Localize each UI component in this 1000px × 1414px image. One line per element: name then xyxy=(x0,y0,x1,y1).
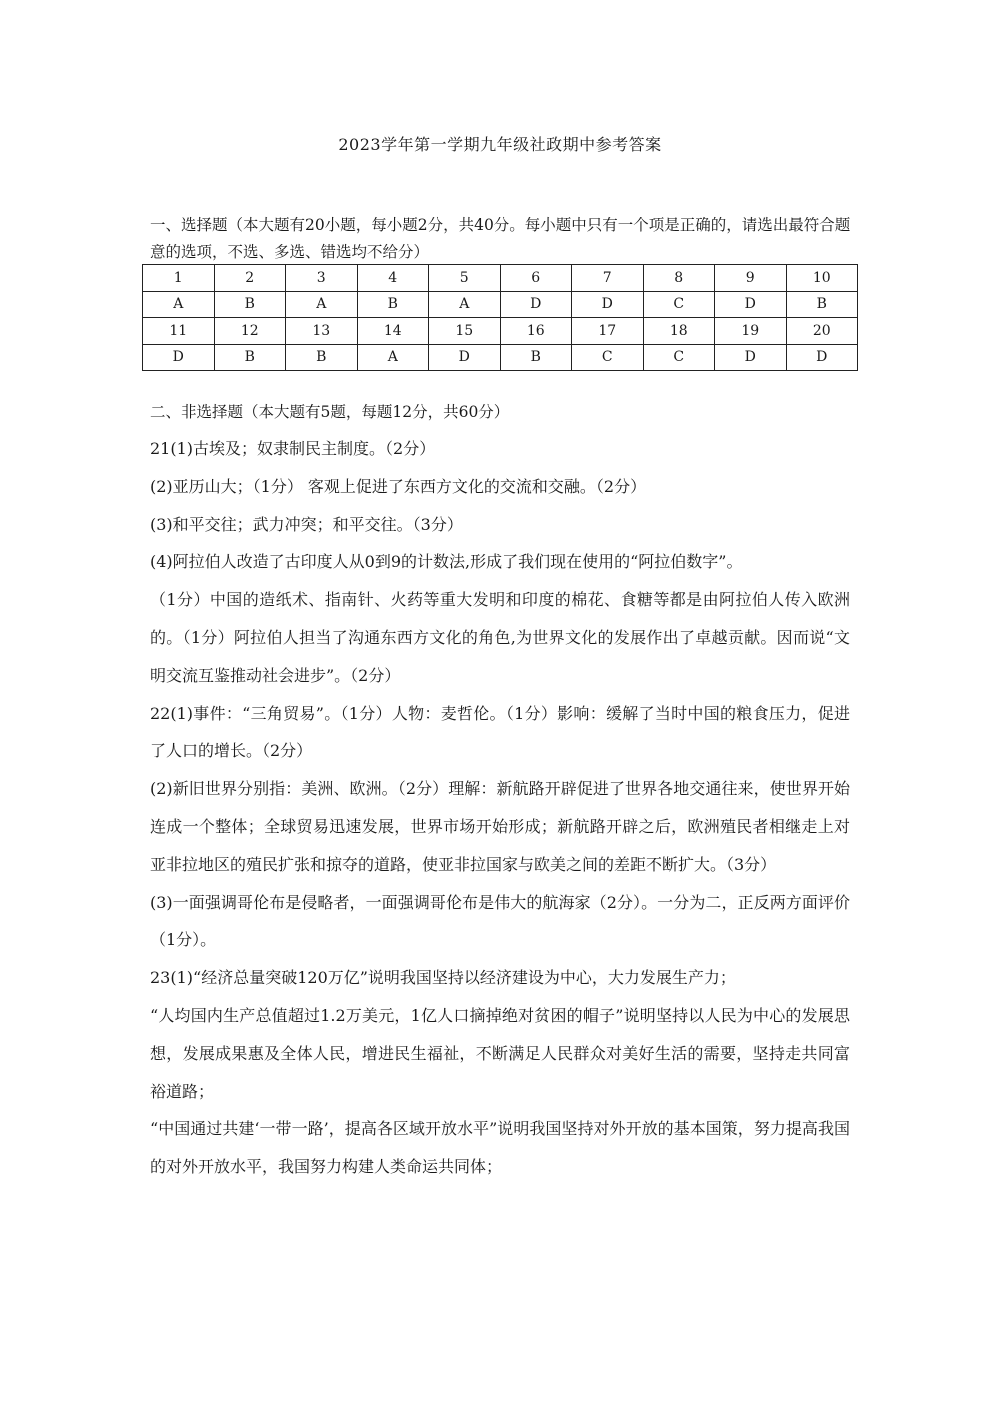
answer-paragraph: (2)亚历山大；（1分） 客观上促进了东西方文化的交流和交融。（2分） xyxy=(150,476,647,496)
table-cell: B xyxy=(214,344,286,371)
table-cell: 8 xyxy=(643,265,715,292)
table-cell: 13 xyxy=(286,318,358,345)
table-cell: B xyxy=(357,291,429,318)
table-cell: A xyxy=(286,291,358,318)
answer-paragraph: 22(1)事件：“三角贸易”。（1分）人物：麦哲伦。（1分）影响：缓解了当时中国的粮食压力，促进了人口的增长。（2分） xyxy=(150,703,850,761)
table-row-answers xyxy=(143,344,858,371)
table-cell: 3 xyxy=(286,265,358,292)
table-cell: 12 xyxy=(214,318,286,345)
answer-paragraph: (4)阿拉伯人改造了古印度人从0到9的计数法,形成了我们现在使用的“阿拉伯数字”。 xyxy=(150,552,743,572)
table-cell: D xyxy=(572,291,644,318)
answer-body xyxy=(150,430,850,1186)
table-cell: 10 xyxy=(786,265,858,292)
answer-paragraph: “人均国内生产总值超过1.2万美元，1亿人口摘掉绝对贫困的帽子”说明坚持以人民为中心的发展思想，发展成果惠及全体人民，增进民生福祉，不断满足人民群众对美好生活的需要，坚持走共同富裕道路； xyxy=(150,1005,850,1101)
table-cell: 7 xyxy=(572,265,644,292)
table-cell: 9 xyxy=(715,265,787,292)
table-cell: B xyxy=(214,291,286,318)
table-cell: D xyxy=(429,344,501,371)
table-cell: B xyxy=(500,344,572,371)
section2-heading: 二、非选择题（本大题有5题，每题12分，共60分） xyxy=(150,403,510,421)
answer-paragraph: (3)一面强调哥伦布是侵略者，一面强调哥伦布是伟大的航海家（2分）。一分为二，正反两方面评价（1分）。 xyxy=(150,892,850,950)
table-cell: 17 xyxy=(572,318,644,345)
table-cell: 16 xyxy=(500,318,572,345)
table-cell: 1 xyxy=(143,265,215,292)
table-cell: A xyxy=(143,291,215,318)
table-cell: C xyxy=(643,344,715,371)
answer-paragraph: 21(1)古埃及；奴隶制民主制度。（2分） xyxy=(150,439,436,458)
table-cell: D xyxy=(715,291,787,318)
table-cell: C xyxy=(643,291,715,318)
table-cell: 15 xyxy=(429,318,501,345)
answer-paragraph: （1分）中国的造纸术、指南针、火药等重大发明和印度的棉花、食糖等都是由阿拉伯人传入欧洲的。（1分）阿拉伯人担当了沟通东西方文化的角色,为世界文化的发展作出了卓越贡献。因而说“文明交流互鉴推动社会进步”。（2分） xyxy=(150,590,850,685)
table-cell: D xyxy=(715,344,787,371)
answer-paragraph: (2)新旧世界分别指：美洲、欧洲。（2分）理解：新航路开辟促进了世界各地交通往来，使世界开始连成一个整体；全球贸易迅速发展，世界市场开始形成；新航路开辟之后，欧洲殖民者相继走上对亚非拉地区的殖民扩张和掠夺的道路，使亚非拉国家与欧美之间的差距不断扩大。（3分） xyxy=(150,779,850,874)
table-cell: D xyxy=(143,344,215,371)
answer-paragraph: 23(1)“经济总量突破120万亿”说明我国坚持以经济建设为中心，大力发展生产力； xyxy=(150,968,736,988)
table-cell: 18 xyxy=(643,318,715,345)
table-cell: 5 xyxy=(429,265,501,292)
table-cell: A xyxy=(429,291,501,318)
table-cell: 6 xyxy=(500,265,572,292)
table-row-question-numbers xyxy=(143,265,858,292)
table-cell: C xyxy=(572,344,644,371)
table-cell: D xyxy=(500,291,572,318)
table-row-question-numbers xyxy=(143,318,858,345)
answer-paragraph: “中国通过共建‘一带一路’，提高各区域开放水平”说明我国坚持对外开放的基本国策，努力提高我国的对外开放水平，我国努力构建人类命运共同体； xyxy=(150,1119,850,1177)
table-cell: D xyxy=(786,344,858,371)
table-cell: 11 xyxy=(143,318,215,345)
table-cell: 14 xyxy=(357,318,429,345)
table-cell: 20 xyxy=(786,318,858,345)
table-cell: 19 xyxy=(715,318,787,345)
answer-table xyxy=(142,264,858,371)
table-row-answers xyxy=(143,291,858,318)
table-cell: A xyxy=(357,344,429,371)
section1-heading: 一、选择题（本大题有20小题，每小题2分，共40分。每小题中只有一个项是正确的，请选出最符合题意的选项，不选、多选、错选均不给分） xyxy=(150,216,851,261)
answer-paragraph: (3)和平交往；武力冲突；和平交往。（3分） xyxy=(150,514,463,534)
table-cell: B xyxy=(786,291,858,318)
table-cell: 2 xyxy=(214,265,286,292)
table-cell: B xyxy=(286,344,358,371)
table-cell: 4 xyxy=(357,265,429,292)
page-title: 2023学年第一学期九年级社政期中参考答案 xyxy=(338,135,662,154)
